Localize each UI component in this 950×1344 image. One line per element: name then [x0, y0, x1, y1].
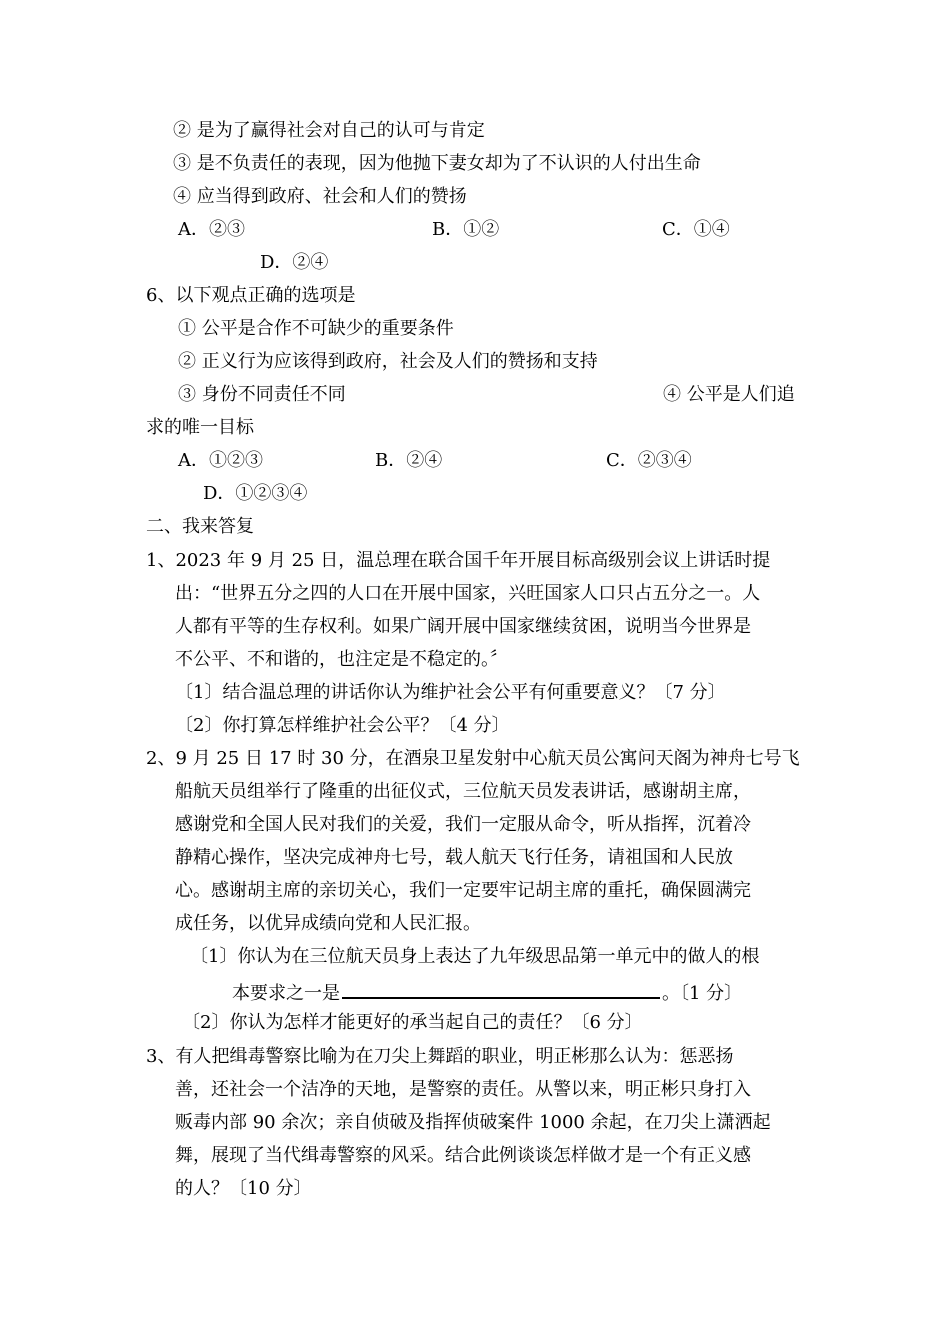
sq1-subquestion-2: 〔2〕你打算怎样维护社会公平？〔4 分〕	[175, 715, 510, 736]
sq1-line-2: 出：“世界五分之四的人口在开展中国家，兴旺国家人口只占五分之一。人	[175, 583, 761, 604]
sq1-line-3: 人都有平等的生存权利。如果广阔开展中国家继续贫困，说明当今世界是	[175, 616, 751, 637]
q6-option-1: ① 公平是合作不可缺少的重要条件	[178, 318, 454, 339]
q5-option-4: ④ 应当得到政府、社会和人们的赞扬	[173, 186, 467, 207]
sq2-subquestion-1-suffix: 。〔1 分〕	[662, 983, 743, 1004]
sq2-subquestion-1-prefix: 本要求之一是	[232, 983, 340, 1004]
sq1-subquestion-1: 〔1〕结合温总理的讲话你认为维护社会公平有何重要意义？〔7 分〕	[175, 682, 726, 703]
q5-choice-a: A．②③	[178, 219, 245, 240]
sq3-line-4: 舞，展现了当代缉毒警察的风采。结合此例谈谈怎样做才是一个有正义感	[175, 1145, 751, 1166]
sq3-line-5: 的人？〔10 分〕	[175, 1178, 312, 1199]
q6-option-3: ③ 身份不同责任不同	[178, 384, 346, 405]
q6-option-4-part2: 求的唯一目标	[146, 417, 254, 438]
sq2-line-2: 船航天员组举行了隆重的出征仪式，三位航天员发表讲话，感谢胡主席，	[175, 781, 751, 802]
sq2-line-1: 2、9 月 25 日 17 时 30 分，在酒泉卫星发射中心航天员公寓问天阁为神舟七号飞	[146, 748, 800, 769]
sq1-line-1: 1、2023 年 9 月 25 日，温总理在联合国千年开展目标高级别会议上讲话时提	[146, 550, 771, 571]
sq2-line-6: 成任务，以优异成绩向党和人民汇报。	[175, 913, 481, 934]
section-2-title: 二、我来答复	[146, 516, 254, 537]
q6-choice-c: C．②③④	[606, 450, 692, 471]
q6-choice-b: B．②④	[375, 450, 443, 471]
sq2-line-3: 感谢党和全国人民对我们的关爱，我们一定服从命令，听从指挥，沉着冷	[175, 814, 751, 835]
q5-choice-b: B．①②	[432, 219, 500, 240]
sq2-subquestion-2: 〔2〕你认为怎样才能更好的承当起自己的责任？〔6 分〕	[182, 1012, 643, 1033]
sq2-line-4: 静精心操作，坚决完成神舟七号，载人航天飞行任务，请祖国和人民放	[175, 847, 733, 868]
sq1-line-4: 不公平、不和谐的，也注定是不稳定的。〞	[175, 649, 508, 670]
q6-option-2: ② 正义行为应该得到政府，社会及人们的赞扬和支持	[178, 351, 598, 372]
sq2-line-5: 心。感谢胡主席的亲切关心，我们一定要牢记胡主席的重托，确保圆满完	[175, 880, 751, 901]
answer-blank[interactable]	[342, 979, 660, 999]
sq3-line-1: 3、有人把缉毒警察比喻为在刀尖上舞蹈的职业，明正彬那么认为：惩恶扬	[146, 1046, 734, 1067]
q6-stem: 6、以下观点正确的选项是	[146, 285, 356, 306]
q5-option-3: ③ 是不负责任的表现，因为他抛下妻女却为了不认识的人付出生命	[173, 153, 701, 174]
q6-choice-d: D．①②③④	[203, 483, 308, 504]
q6-choice-a: A．①②③	[178, 450, 263, 471]
q6-option-4-part1: ④ 公平是人们追	[663, 384, 795, 405]
sq2-subquestion-1-line-1: 〔1〕你认为在三位航天员身上表达了九年级思品第一单元中的做人的根	[190, 946, 760, 967]
sq2-subquestion-1-line-2	[232, 979, 742, 1005]
q5-option-2: ② 是为了赢得社会对自己的认可与肯定	[173, 120, 485, 141]
sq3-line-2: 善，还社会一个洁净的天地，是警察的责任。从警以来，明正彬只身打入	[175, 1079, 751, 1100]
q5-choice-c: C．①④	[662, 219, 730, 240]
sq3-line-3: 贩毒内部 90 余次；亲自侦破及指挥侦破案件 1000 余起，在刀尖上潇洒起	[175, 1112, 771, 1133]
q5-choice-d: D．②④	[260, 252, 329, 273]
